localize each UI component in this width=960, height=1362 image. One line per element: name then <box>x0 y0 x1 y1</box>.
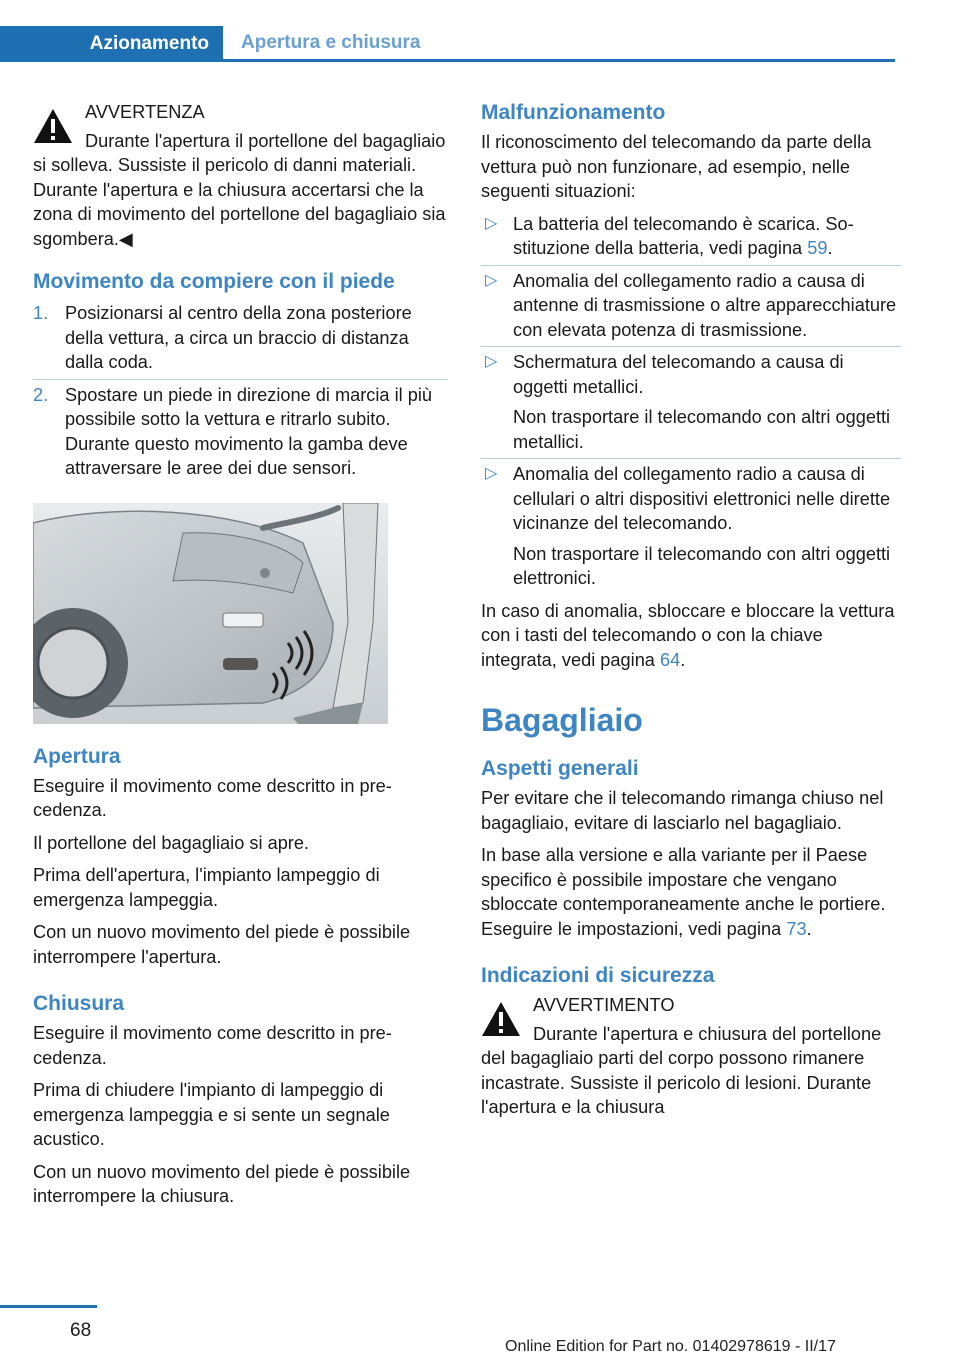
chiusura-p3: Con un nuovo movimento del piede è possibile interrompere la chiusura. <box>33 1161 411 1206</box>
item-text: Schermatura del telecomando a causa di oggetti metallici. <box>513 352 844 397</box>
heading-chiusura: Chiusura <box>33 992 125 1015</box>
triangle-bullet-icon: ▷ <box>485 214 498 232</box>
header-tab-label: Azionamento <box>89 33 209 54</box>
chiusura-p2: Prima di chiudere l'impianto di lampeggio di emergenza lampeggia e si sente un segnale acustico. <box>33 1080 390 1149</box>
warning-title: AVVERTIMENTO <box>533 995 675 1015</box>
step-number: 2. <box>33 384 49 405</box>
warning-body: Durante l'apertura e chiusura del portellone del bagagliaio parti del corpo possono rimanere incastrate. Sussiste il pericolo di lesioni. Durante l'apertura e la chiusura <box>481 1023 882 1117</box>
generali-p1: Per evitare che il telecomando rimanga chiuso nel bagagliaio, evitare di lasciarlo nel bagagliaio. <box>481 788 884 833</box>
malfunzionamento-intro: Il riconoscimento del telecomando da parte della vettura può non funzionare, ad esempio, nelle seguenti situazioni: <box>481 132 872 201</box>
step-text: Spostare un piede in direzione di marcia il più possibile sotto la vettura e ritrarlo subito. Durante questo movimento la gamba deve attraversare le aree dei due sensori. <box>65 384 432 478</box>
apertura-p4: Con un nuovo movimento del piede è possibile interrompere l'apertura. <box>33 922 411 967</box>
triangle-bullet-icon: ▷ <box>485 353 498 370</box>
list-item <box>481 269 901 343</box>
outro-punct: . <box>680 649 686 670</box>
header-tab-section[interactable] <box>223 26 895 62</box>
step-number: 1. <box>33 303 49 323</box>
apertura-p1: Eseguire il movimento come descritto in precedenza. <box>33 775 392 820</box>
left-column <box>33 100 448 1217</box>
header-section-label: Apertura e chiusura <box>241 31 421 53</box>
heading-malfunzionamento: Malfunzionamento <box>481 101 666 124</box>
warning-icon <box>33 108 73 144</box>
steps-list <box>33 301 448 481</box>
page-link[interactable]: 73 <box>786 918 807 939</box>
page-link[interactable]: 59 <box>807 238 828 258</box>
apertura-p3: Prima dell'apertura, l'impianto lampeggio di emergenza lampeggia. <box>33 865 380 910</box>
warning-title: AVVERTENZA <box>85 102 205 122</box>
page-number: 68 <box>70 1320 92 1341</box>
item-subtext: Non trasportare il telecomando con altri oggetti elettronici. <box>513 543 891 588</box>
list-item <box>481 212 901 261</box>
warning-box <box>481 993 901 1120</box>
warning-icon <box>481 1001 521 1037</box>
heading-bagagliaio: Bagagliaio <box>481 702 643 738</box>
heading-aspetti-generali: Aspetti generali <box>481 757 639 780</box>
list-item <box>481 462 901 591</box>
item-text: Anomalia del collegamento radio a causa di antenne di trasmissione o altre apparecchiature con elevata potenza di trasmissione. <box>513 270 897 340</box>
list-item <box>481 350 901 454</box>
item-subtext: Non trasportare il telecomando con altri oggetti metallici. <box>513 407 891 452</box>
item-text: La batteria del telecomando è scarica. Sostituzione della batteria, vedi pagina <box>513 213 854 258</box>
heading-foot-movement: Movimento da compiere con il piede <box>33 270 395 293</box>
outro-text: In caso di anomalia, sbloccare e bloccare la vettura con i tasti del telecomando o con la chiave integrata, vedi pagina <box>481 600 895 670</box>
rear-car-foot-sensor-illustration <box>33 503 388 724</box>
malfunction-list <box>481 212 901 591</box>
step-text: Posizionarsi al centro della zona posteriore della vettura, a circa un braccio di distanza dalla coda. <box>65 303 412 372</box>
generali-text: In base alla versione e alla variante per il Paese specifico è possibile impostare che vengano sbloccate contemporaneamente anche le portiere. Eseguire le impostazioni, vedi pagina <box>481 845 886 939</box>
generali-punct: . <box>806 918 812 939</box>
malfunzionamento-outro <box>481 599 901 673</box>
warning-box <box>33 100 448 251</box>
heading-apertura: Apertura <box>33 744 121 768</box>
right-column <box>481 100 901 1120</box>
generali-p2 <box>481 843 901 941</box>
triangle-bullet-icon: ▷ <box>485 465 498 482</box>
item-punct: . <box>827 238 833 258</box>
warning-body: Durante l'apertura il portellone del bagagliaio si solleva. Sussiste il pericolo di danni materiali. Durante l'apertura e la chiusura accertarsi che la zona di movimento del portellone del bagagliaio sia sgombera.◀ <box>33 130 446 249</box>
page-link[interactable]: 64 <box>659 649 681 670</box>
triangle-bullet-icon: ▷ <box>485 271 498 289</box>
apertura-p2: Il portellone del bagagliaio si apre. <box>33 832 310 853</box>
chiusura-p1: Eseguire il movimento come descritto in precedenza. <box>33 1023 392 1068</box>
footer-rule <box>0 1305 97 1308</box>
header-tab-azionamento[interactable] <box>0 26 223 62</box>
list-item <box>33 301 448 375</box>
heading-sicurezza: Indicazioni di sicurezza <box>481 964 715 987</box>
item-text: Anomalia del collegamento radio a causa di cellulari o altri dispositivi elettronici nelle dirette vicinanze del telecomando. <box>513 464 891 533</box>
list-item <box>33 383 448 481</box>
edition-note: Online Edition for Part no. 01402978619 - II/17 <box>505 1338 836 1355</box>
